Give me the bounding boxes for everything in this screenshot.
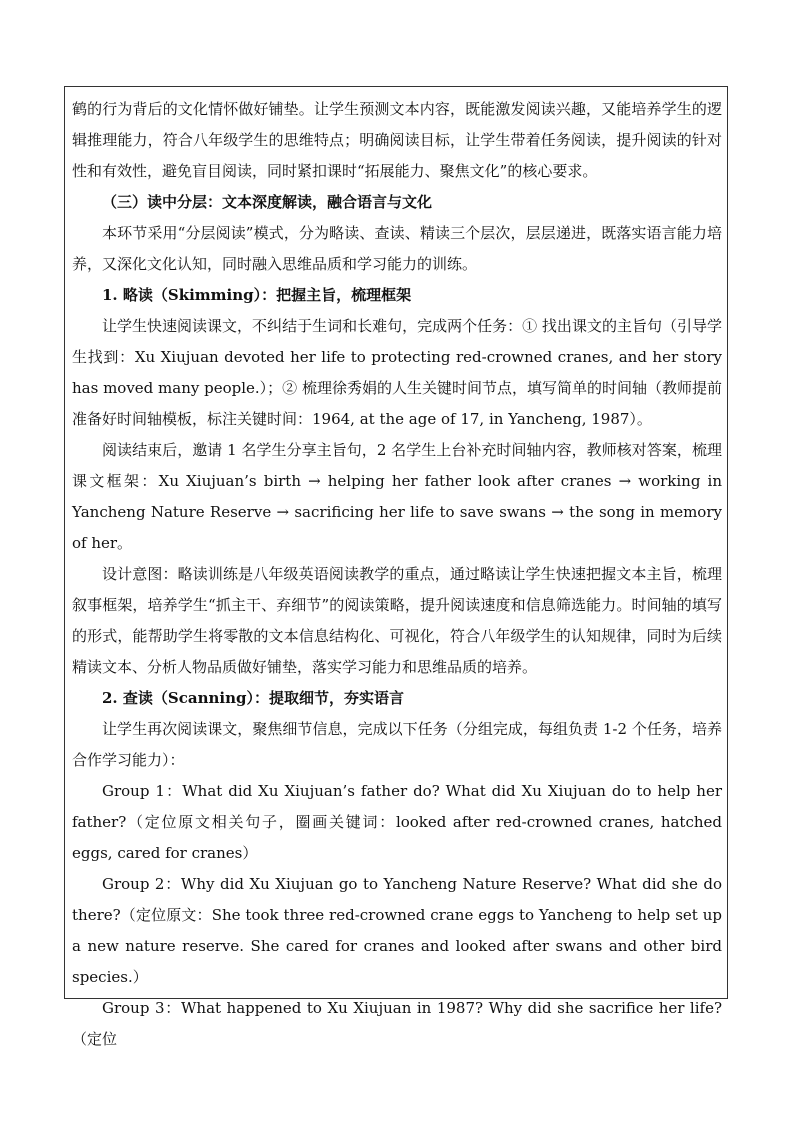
paragraph-layered-reading-intro: 本环节采用“分层阅读”模式，分为略读、查读、精读三个层次，层层递进，既落实语言能力培养，又深化文化认知，同时融入思维品质和学习能力的训练。 — [72, 224, 722, 273]
section-heading-3: （三）读中分层：文本深度解读，融合语言与文化 — [102, 193, 433, 211]
paragraph-continuation: 鹤的行为背后的文化情怀做好铺垫。让学生预测文本内容，既能激发阅读兴趣，又能培养学生的逻辑推理能力，符合八年级学生的思维特点；明确阅读目标，让学生带着任务阅读，提升阅读的针对性和有效性，避免盲目阅读，同时紧扣课时“拓展能力、聚焦文化”的核心要求。 — [72, 100, 722, 180]
paragraph-skimming-design: 设计意图：略读训练是八年级英语阅读教学的重点，通过略读让学生快速把握文本主旨，梳理叙事框架，培养学生“抓主干、弃细节”的阅读策略，提升阅读速度和信息筛选能力。时间轴的填写的形式，能帮助学生将零散的文本信息结构化、可视化，符合八年级学生的认知规律，同时为后续精读文本、分析人物品质做好铺垫，落实学习能力和思维品质的培养。 — [72, 565, 722, 676]
subheading-scanning: 2. 查读（Scanning）：提取细节，夯实语言 — [102, 689, 404, 707]
paragraph-group-2: Group 2：Why did Xu Xiujuan go to Yancheng Nature Reserve? What did she do there?（定位原文：She took three red-crowned crane eggs to Yancheng to help set up a new nature reserve. She cared for cranes and looked after swans and other bird species.） — [72, 875, 722, 986]
paragraph-group-1: Group 1：What did Xu Xiujuan’s father do? What did Xu Xiujuan do to help her father?（定位原文相关句子，圈画关键词：looked after red-crowned cranes, hatched eggs, cared for cranes） — [72, 782, 722, 862]
paragraph-scanning-intro: 让学生再次阅读课文，聚焦细节信息，完成以下任务（分组完成，每组负责 1-2 个任务，培养合作学习能力）： — [72, 720, 722, 769]
paragraph-group-3: Group 3：What happened to Xu Xiujuan in 1987? Why did she sacrifice her life?（定位 — [72, 999, 722, 1048]
document-body — [72, 94, 722, 1055]
paragraph-skimming-tasks: 让学生快速阅读课文，不纠结于生词和长难句，完成两个任务：① 找出课文的主旨句（引导学生找到：Xu Xiujuan devoted her life to protecting red-crowned cranes, and her story has moved many people.）；② 梳理徐秀娟的人生关键时间节点，填写简单的时间轴（教师提前准备好时间轴模板，标注关键时间：1964, at the age of 17, in Yancheng, 1987）。 — [72, 317, 722, 428]
paragraph-skimming-review: 阅读结束后，邀请 1 名学生分享主旨句，2 名学生上台补充时间轴内容，教师核对答案，梳理课文框架：Xu Xiujuan’s birth → helping her father look after cranes → working in Yancheng Nature Reserve → sacrificing her life to save swans → the song in memory of her。 — [72, 441, 722, 552]
subheading-skimming: 1. 略读（Skimming）：把握主旨，梳理框架 — [102, 286, 412, 304]
